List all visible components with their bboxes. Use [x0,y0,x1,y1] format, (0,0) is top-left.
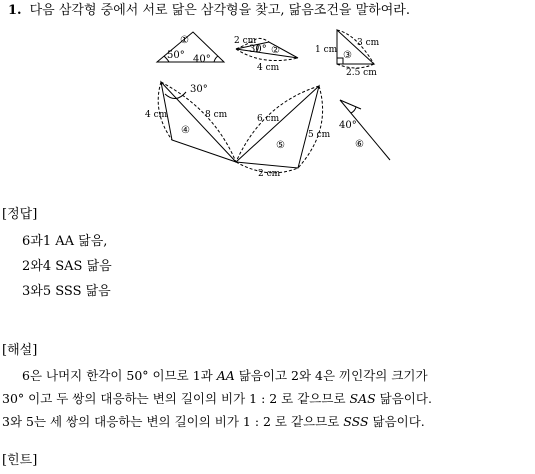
label-circ6: ⑥ [355,139,364,150]
label-t2-side2: 4 cm [257,63,280,73]
label-t2-side1: 2 cm [234,36,257,46]
explanation-line-3: 3와 5는 세 쌍의 대응하는 변의 길이의 비가 1 : 2 로 같으므로 SSS 닮음이다. [2,414,425,429]
explanation-line-1: 6은 나머지 한각이 50° 이므로 1과 AA 닮음이고 2와 4은 끼인각의 크기가 [22,368,428,383]
hint-label: [힌트] [2,453,38,468]
label-t4-angle: 30° [190,84,208,95]
label-t3-side2: 3 cm [357,38,380,48]
label-t2-angle: 30° [249,44,267,55]
label-circ5: ⑤ [276,140,285,151]
answer-line-3: 3와5 SSS 닮음 [22,284,111,299]
label-t3-side3: 2.5 cm [346,68,377,78]
answer-line-2: 2와4 SAS 닮음 [22,259,112,274]
label-t5-side3: 2 cm [258,169,281,178]
question-text: 다음 삼각형 중에서 서로 닮은 삼각형을 찾고, 닮음조건을 말하여라. [29,3,410,18]
triangles-figure [0,18,535,178]
label-circ2: ② [271,45,280,56]
label-t1-angle1: 50° [167,50,185,61]
label-t1-angle2: 40° [193,54,211,65]
label-circ3: ③ [343,50,352,61]
label-t4-side1: 4 cm [145,110,168,120]
question-number: 1. [8,3,22,18]
explanation-line-2: 30° 이고 두 쌍의 대응하는 변의 길이의 비가 1 : 2 로 같으므로 SAS 닮음이다. [2,391,432,406]
explanation-label: [해설] [2,343,38,358]
answer-line-1: 6과1 AA 닮음, [22,234,108,249]
label-t3-side1: 1 cm [315,45,338,55]
label-t4-side2: 8 cm [205,110,228,120]
label-t5-side2: 5 cm [308,130,331,140]
label-circ1: ① [180,35,189,46]
label-t5-side1: 6 cm [257,114,280,124]
answer-label: [정답] [2,207,38,222]
label-circ4: ④ [181,125,190,136]
explanation-body [2,364,532,433]
label-t6-angle: 40° [339,120,357,131]
triangle-3 [337,30,374,68]
